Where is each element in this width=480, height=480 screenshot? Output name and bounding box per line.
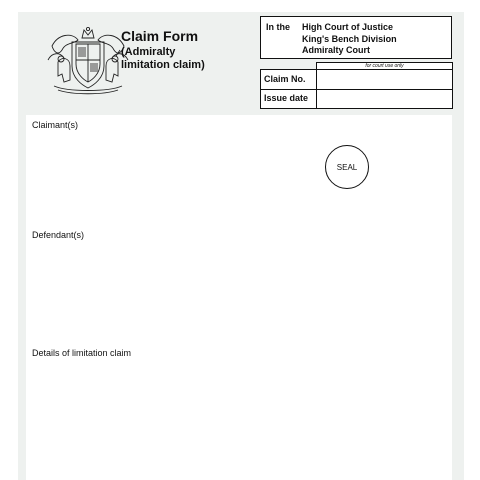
court-name (302, 22, 397, 57)
court-use-note: for court use only (316, 62, 453, 70)
claim-no-field[interactable] (317, 70, 452, 89)
royal-coat-of-arms-icon (44, 26, 132, 96)
court-name-line: Admiralty Court (302, 45, 371, 55)
form-title: Claim Form (121, 28, 199, 44)
in-the-label: In the (266, 22, 290, 32)
issue-date-row (261, 89, 452, 109)
claim-no-label: Claim No. (261, 70, 317, 89)
issue-date-field[interactable] (317, 89, 452, 109)
seal-circle (325, 145, 369, 189)
court-reference-table (260, 69, 453, 109)
defendants-label: Defendant(s) (32, 230, 85, 240)
details-label: Details of limitation claim (32, 348, 132, 358)
court-box (260, 16, 452, 59)
form-subtitle: (Admiralty limitation claim) (121, 46, 205, 71)
seal-label: SEAL (336, 162, 358, 172)
form-title-block (121, 28, 221, 72)
claim-no-row (261, 70, 452, 90)
court-name-line: High Court of Justice (302, 22, 394, 32)
issue-date-label: Issue date (261, 89, 317, 109)
claimants-label: Claimant(s) (32, 120, 79, 130)
court-name-line: King's Bench Division (302, 33, 397, 44)
form-body (26, 115, 452, 480)
